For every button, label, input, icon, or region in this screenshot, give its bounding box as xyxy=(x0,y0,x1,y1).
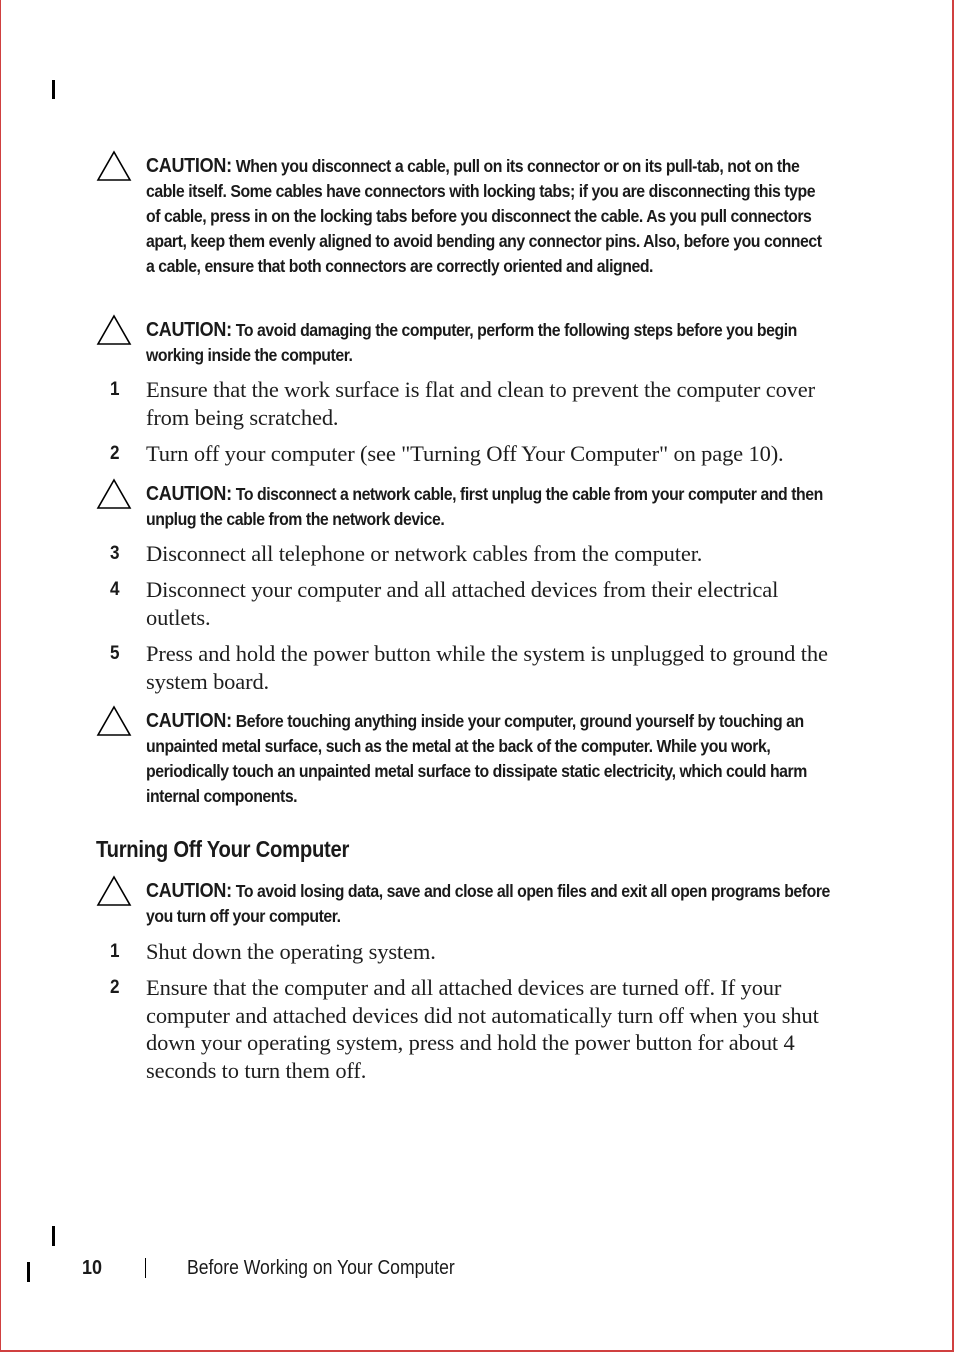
step-text: Turn off your computer (see "Turning Off Your Computer" on page 10). xyxy=(146,441,784,466)
list-item xyxy=(110,974,830,1084)
caution-body: To avoid damaging the computer, perform the following steps before you begin working inside the computer. xyxy=(146,320,797,365)
step-text: Ensure that the computer and all attached devices are turned off. If your computer and attached devices did not automatically turn off when you shut down your operating system, press and hold the power button for about 4 seconds to turn them off. xyxy=(146,975,819,1083)
page-number: 10 xyxy=(82,1257,103,1279)
list-item xyxy=(110,540,830,568)
caution-triangle-icon xyxy=(96,314,132,346)
caution-notice xyxy=(96,879,830,929)
step-text: Shut down the operating system. xyxy=(146,939,436,964)
crop-mark-bottom xyxy=(52,1226,55,1246)
caution-label: CAUTION: xyxy=(146,880,232,902)
step-text: Press and hold the power button while the system is unplugged to ground the system board. xyxy=(146,641,828,694)
caution-body: When you disconnect a cable, pull on its connector or on its pull-tab, not on the cable itself. Some cables have connectors with locking tabs; if you are disconnecting this type of cable, press in on the locking tabs before you disconnect the cable. As you pull connectors apart, keep them evenly aligned to avoid bending any connector pins. Also, before you connect a cable, ensure that both connectors are correctly oriented and aligned. xyxy=(146,156,822,276)
step-number: 4 xyxy=(110,579,120,600)
footer-divider xyxy=(145,1258,146,1278)
list-item xyxy=(110,576,830,631)
caution-notice xyxy=(96,318,826,368)
step-number: 3 xyxy=(110,543,120,564)
caution-text xyxy=(146,709,830,809)
crop-mark-footer xyxy=(27,1262,30,1282)
caution-text xyxy=(146,154,830,279)
caution-body: To avoid losing data, save and close all open files and exit all open programs before you turn off your computer. xyxy=(146,881,830,926)
section-heading: Turning Off Your Computer xyxy=(96,836,350,862)
step-number: 1 xyxy=(110,941,120,962)
step-text: Disconnect all telephone or network cables from the computer. xyxy=(146,541,703,566)
list-item xyxy=(110,440,830,468)
caution-notice xyxy=(96,709,826,809)
step-number: 2 xyxy=(110,443,120,464)
page-border-left xyxy=(0,0,1,1352)
caution-triangle-icon xyxy=(96,875,132,907)
step-text: Ensure that the work surface is flat and clean to prevent the computer cover from being scratched. xyxy=(146,377,815,430)
caution-notice xyxy=(96,482,826,532)
step-number: 2 xyxy=(110,977,120,998)
list-item xyxy=(110,640,830,695)
caution-text xyxy=(146,879,830,929)
caution-body: To disconnect a network cable, first unplug the cable from your computer and then unplug the cable from the network device. xyxy=(146,484,823,529)
list-item xyxy=(110,376,830,431)
caution-label: CAUTION: xyxy=(146,155,232,177)
caution-body: Before touching anything inside your computer, ground yourself by touching an unpainted metal surface, such as the metal at the back of the computer. While you work, periodically touch an unpainted metal surface to dissipate static electricity, which could harm internal components. xyxy=(146,711,807,806)
caution-notice xyxy=(96,154,826,279)
list-item xyxy=(110,938,830,966)
step-number: 1 xyxy=(110,379,120,400)
caution-triangle-icon xyxy=(96,150,132,182)
caution-text xyxy=(146,318,830,368)
caution-triangle-icon xyxy=(96,705,132,737)
caution-label: CAUTION: xyxy=(146,483,232,505)
step-text: Disconnect your computer and all attached devices from their electrical outlets. xyxy=(146,577,779,630)
caution-text xyxy=(146,482,830,532)
footer-chapter-title: Before Working on Your Computer xyxy=(187,1257,455,1279)
crop-mark-top xyxy=(52,80,55,99)
step-number: 5 xyxy=(110,643,120,664)
caution-label: CAUTION: xyxy=(146,319,232,341)
caution-label: CAUTION: xyxy=(146,710,232,732)
caution-triangle-icon xyxy=(96,478,132,510)
